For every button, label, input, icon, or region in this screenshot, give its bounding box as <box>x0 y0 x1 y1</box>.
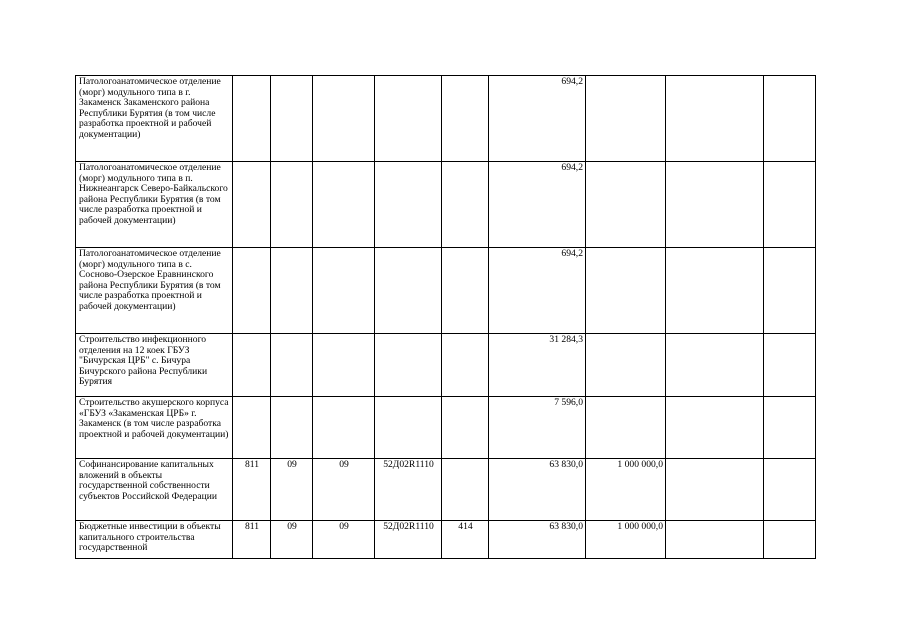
target-article-cell <box>375 76 442 162</box>
amount-cell-3 <box>666 459 764 521</box>
subsection-code-cell <box>313 248 375 334</box>
expense-type-cell: 414 <box>442 521 489 559</box>
amount-cell-2 <box>586 76 666 162</box>
subsection-code-cell <box>313 76 375 162</box>
expense-type-cell <box>442 76 489 162</box>
amount-cell-3 <box>666 397 764 459</box>
target-article-cell: 52Д02R1110 <box>375 459 442 521</box>
section-code-cell <box>271 248 313 334</box>
amount-cell-4 <box>764 521 816 559</box>
expense-type-cell <box>442 397 489 459</box>
expense-type-cell <box>442 334 489 397</box>
table-row <box>76 248 816 334</box>
amount-cell-2 <box>586 162 666 248</box>
ministry-code-cell <box>233 334 271 397</box>
ministry-code-cell: 811 <box>233 521 271 559</box>
amount-cell-2 <box>586 397 666 459</box>
target-article-cell <box>375 162 442 248</box>
amount-cell-1: 7 596,0 <box>489 397 586 459</box>
row-name-cell: Строительство акушерского корпуса «ГБУЗ «Закаменская ЦРБ» г. Закаменск (в том числе разработка проектной и рабочей документации) <box>76 397 233 459</box>
amount-cell-1: 694,2 <box>489 162 586 248</box>
amount-cell-2 <box>586 248 666 334</box>
subsection-code-cell <box>313 162 375 248</box>
ministry-code-cell <box>233 76 271 162</box>
row-name-cell: Патологоанатомическое отделение (морг) модульного типа в с. Сосново-Озерское Еравнинского района Республики Бурятия (в том числе разработка проектной и рабочей документации) <box>76 248 233 334</box>
amount-cell-3 <box>666 248 764 334</box>
amount-cell-2: 1 000 000,0 <box>586 459 666 521</box>
amount-cell-1: 694,2 <box>489 248 586 334</box>
expense-type-cell <box>442 459 489 521</box>
target-article-cell: 52Д02R1110 <box>375 521 442 559</box>
amount-cell-3 <box>666 162 764 248</box>
row-name-cell: Строительство инфекционного отделения на 12 коек ГБУЗ "Бичурская ЦРБ" с. Бичура Бичурского района Республики Бурятия <box>76 334 233 397</box>
expense-type-cell <box>442 162 489 248</box>
target-article-cell <box>375 248 442 334</box>
table-row <box>76 76 816 162</box>
subsection-code-cell <box>313 397 375 459</box>
ministry-code-cell <box>233 397 271 459</box>
row-name-cell: Софинансирование капитальных вложений в объекты государственной собственности субъектов Российской Федерации <box>76 459 233 521</box>
section-code-cell: 09 <box>271 521 313 559</box>
ministry-code-cell: 811 <box>233 459 271 521</box>
budget-table <box>75 75 816 559</box>
row-name-cell: Патологоанатомическое отделение (морг) модульного типа в г. Закаменск Закаменского района Республики Бурятия (в том числе разработка проектной и рабочей документации) <box>76 76 233 162</box>
section-code-cell: 09 <box>271 459 313 521</box>
table-body <box>76 76 816 559</box>
expense-type-cell <box>442 248 489 334</box>
table-row <box>76 521 816 559</box>
subsection-code-cell <box>313 334 375 397</box>
amount-cell-2 <box>586 334 666 397</box>
row-name-cell: Бюджетные инвестиции в объекты капитального строительства государственной <box>76 521 233 559</box>
amount-cell-4 <box>764 248 816 334</box>
subsection-code-cell: 09 <box>313 521 375 559</box>
amount-cell-2: 1 000 000,0 <box>586 521 666 559</box>
amount-cell-1: 63 830,0 <box>489 521 586 559</box>
subsection-code-cell: 09 <box>313 459 375 521</box>
section-code-cell <box>271 397 313 459</box>
amount-cell-3 <box>666 334 764 397</box>
amount-cell-4 <box>764 76 816 162</box>
amount-cell-1: 31 284,3 <box>489 334 586 397</box>
amount-cell-1: 694,2 <box>489 76 586 162</box>
amount-cell-3 <box>666 76 764 162</box>
ministry-code-cell <box>233 162 271 248</box>
amount-cell-4 <box>764 334 816 397</box>
table-row <box>76 459 816 521</box>
amount-cell-4 <box>764 459 816 521</box>
amount-cell-4 <box>764 397 816 459</box>
section-code-cell <box>271 162 313 248</box>
section-code-cell <box>271 76 313 162</box>
ministry-code-cell <box>233 248 271 334</box>
section-code-cell <box>271 334 313 397</box>
table-row <box>76 397 816 459</box>
table-row <box>76 334 816 397</box>
table-row <box>76 162 816 248</box>
amount-cell-4 <box>764 162 816 248</box>
amount-cell-1: 63 830,0 <box>489 459 586 521</box>
row-name-cell: Патологоанатомическое отделение (морг) модульного типа в п. Нижнеангарск Северо-Байкальского района Республики Бурятия (в том числе разработка проектной и рабочей документации) <box>76 162 233 248</box>
target-article-cell <box>375 397 442 459</box>
amount-cell-3 <box>666 521 764 559</box>
target-article-cell <box>375 334 442 397</box>
